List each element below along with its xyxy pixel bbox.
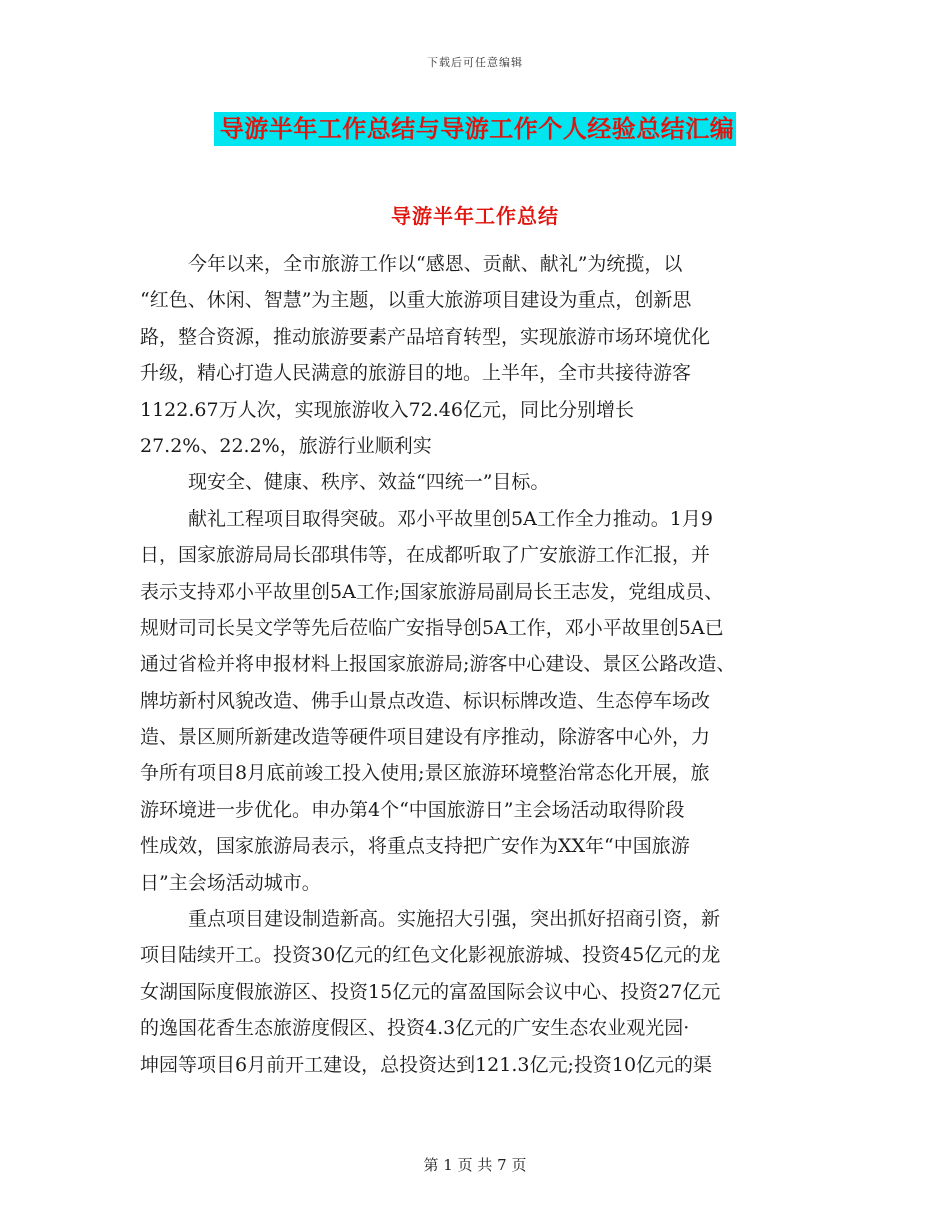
page-header-note: 下载后可任意编辑: [427, 56, 523, 69]
text-line: 游环境进一步优化。申办第4个“中国旅游日”主会场活动取得阶段: [140, 798, 685, 821]
text-line: 今年以来，全市旅游工作以“感恩、贡献、献礼”为统揽，以: [188, 253, 683, 275]
document-title: 导游半年工作总结与导游工作个人经验总结汇编: [214, 112, 737, 146]
text-line: 升级，精心打造人民满意的旅游目的地。上半年，全市共接待游客: [140, 362, 692, 385]
text-line: 牌坊新村风貌改造、佛手山景点改造、标识标牌改造、生态停车场改: [140, 689, 711, 712]
text-line: 日”主会场活动城市。: [140, 871, 321, 894]
text-line: 坤园等项目6月前开工建设，总投资达到121.3亿元;投资10亿元的渠: [140, 1053, 713, 1076]
text-line: “红色、休闲、智慧”为主题，以重大旅游项目建设为重点，创新思: [140, 289, 692, 312]
text-line: 造、景区厕所新建改造等硬件项目建设有序推动，除游客中心外，力: [140, 726, 711, 749]
text-line: 性成效，国家旅游局表示，将重点支持把广安作为XX年“中国旅游: [140, 835, 690, 858]
page-footer: [0, 1154, 950, 1175]
section-title: 导游半年工作总结: [391, 204, 559, 228]
text-line: 日，国家旅游局局长邵琪伟等，在成都听取了广安旅游工作汇报，并: [140, 544, 711, 567]
text-line: 路，整合资源，推动旅游要素产品培育转型，实现旅游市场环境优化: [140, 325, 711, 348]
text-line: 的逸国花香生态旅游度假区、投资4.3亿元的广安生态农业观光园·: [140, 1017, 690, 1040]
body-text: [140, 246, 820, 1083]
text-line: 献礼工程项目取得突破。邓小平故里创5A工作全力推动。1月9: [188, 507, 713, 530]
text-line: 争所有项目8月底前竣工投入使用;景区旅游环境整治常态化开展，旅: [140, 762, 710, 785]
text-line: 通过省检并将申报材料上报国家旅游局;游客中心建设、景区公路改造、: [140, 653, 736, 676]
text-line: 表示支持邓小平故里创5A工作;国家旅游局副局长王志发，党组成员、: [140, 580, 724, 603]
document-title-wrap: [0, 112, 950, 146]
text-line: 27.2%、22.2%，旅游行业顺利实: [140, 434, 432, 457]
text-line: 项目陆续开工。投资30亿元的红色文化影视旅游城、投资45亿元的龙: [140, 944, 721, 967]
text-line: 重点项目建设制造新高。实施招大引强，突出抓好招商引资，新: [188, 908, 721, 931]
text-line: 1122.67万人次，实现旅游收入72.46亿元，同比分别增长: [140, 398, 634, 421]
text-line: 女湖国际度假旅游区、投资15亿元的富盈国际会议中心、投资27亿元: [140, 980, 721, 1003]
page-number: 第 1 页 共 7 页: [423, 1156, 527, 1174]
text-line: 现安全、健康、秩序、效益“四统一”目标。: [188, 471, 550, 494]
text-line: 规财司司长吴文学等先后莅临广安指导创5A工作，邓小平故里创5A已: [140, 616, 724, 639]
